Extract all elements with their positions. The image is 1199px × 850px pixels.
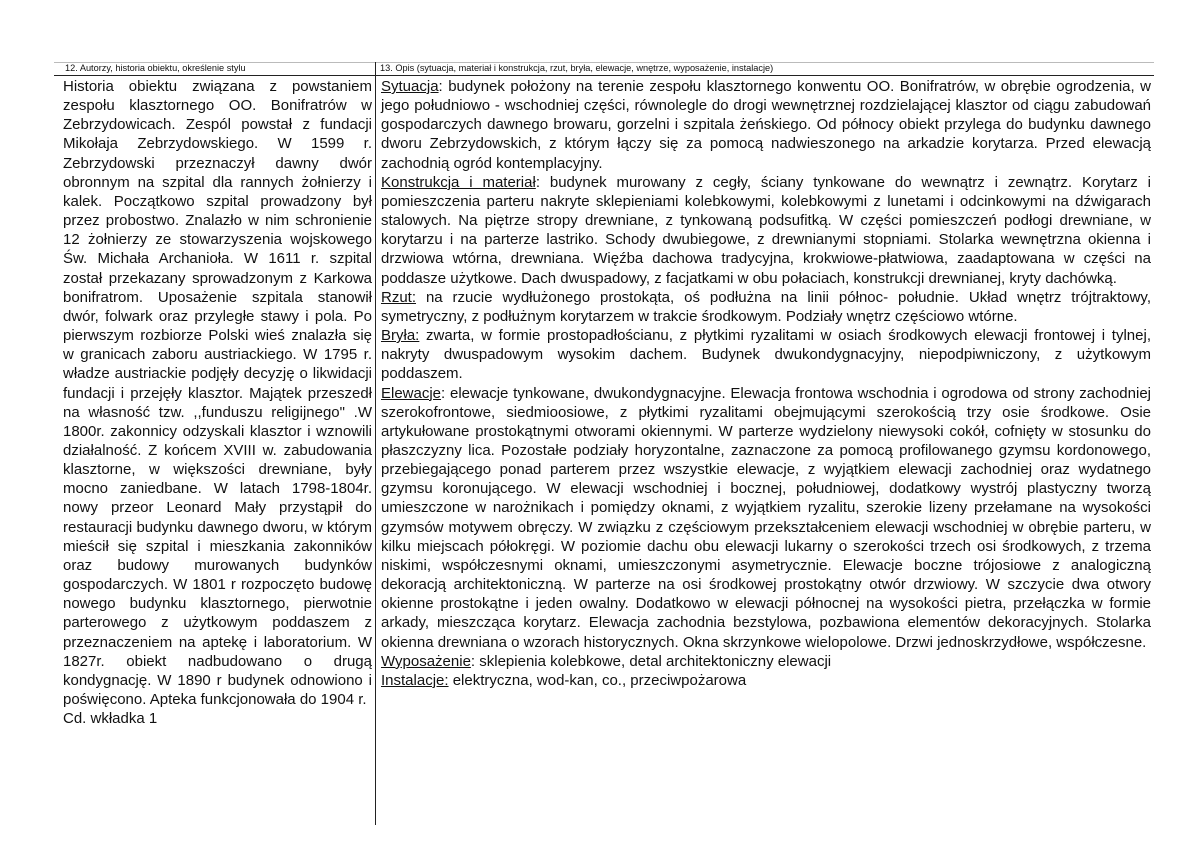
history-continuation-note: Cd. wkładka 1 bbox=[63, 710, 158, 728]
section-text: zwarta, w formie prostopadłościanu, z płytkimi ryzalitami w osiach środkowych elewacji frontowej i tylnej, nakryty dwuspadowym wysokim dachem. Budynek dwukondygnacyjny, niepodpiwniczony, z użytkowym poddaszem. bbox=[381, 327, 1151, 383]
description-header: 13. Opis (sytuacja, materiał i konstrukcja, rzut, bryła, elewacje, wnętrze, wyposażenie, instalacje) bbox=[376, 62, 1154, 76]
section-text: : elewacje tynkowane, dwukondygnacyjne. Elewacja frontowa wschodnia i ogrodowa od strony zachodniej szerokofrontowe, siedmioosiowe, z płytkimi ryzalitami obejmującymi szerokością trzy osie środkowe. Osie artykułowane prostokątnymi otworami okiennymi. W parterze wydzielony niewysoki cokół, cofnięty w stosunku do płaszczyzny lica. Pozostałe podziały horyzontalne, zaznaczone za pomocą profilowanego gzymsu kordonowego, przebiegającego ponad parterem przez wszystkie elewacje, z wyjątkiem elewacji zachodniej oraz wydatnego gzymsu koronującego. W elewacji wschodniej i bocznej, południowej, dodatkowy wystrój plastyczny tworzą umieszczone w narożnikach i pomiędzy oknami, z wyjątkiem ryzalitu, szerokie lizeny przełamane na wysokości gzymsów motywem obręczy. W związku z częściowym przekształceniem elewacji wschodniej w obrębie parteru, w kilku miejscach półokręgi. W poziomie dachu obu elewacji lukarny o szerokości trzech osi środkowych, z trzema niskimi, współczesnymi oknami, umieszczonymi asymetrycznie. Elewacje boczne trójosiowe z analogiczną dekoracją architektoniczną. W parterze na osi środkowej prostokątny otwór drzwiowy. W szczycie dwa otwory okienne prostokątne i jeden owalny. Dodatkowo w elewacji północnej na wysokości pietra, przełączka w formie arkady, mieszcząca korytarz. Elewacja zachodnia bezstylowa, pozbawiona elementów dekoracyjnych. Stolarka okienna drewniana o wzorach historycznych. Okna skrzynkowe wielopolowe. Drzwi jednoskrzydłowe, współczesne. bbox=[381, 384, 1151, 651]
section-heading: Elewacje bbox=[381, 384, 442, 402]
section-heading: Sytuacja bbox=[381, 78, 439, 95]
description-column bbox=[376, 62, 1154, 825]
section-text: : budynek położony na terenie zespołu klasztornego konwentu OO. Bonifratrów, w obrębie ogrodzenia, w jego południowo - wschodniej części, równolegle do drogi wewnętrznej rozdzielającej klasztor od ciągu zabudowań gospodarczych dawnego browaru, gorzelni i szpitala żeńskiego. Od północy obiekt przylega do budynku dawnego dworu Zebrzydowskich, z którym łączy się za pomocą nadwieszonego na arkadzie korytarza. Przed elewacją zachodnią ogród kontemplacyjny. bbox=[381, 78, 1151, 172]
history-column bbox=[54, 62, 376, 825]
section-bryla bbox=[381, 326, 1151, 383]
section-instalacje bbox=[381, 671, 1151, 690]
section-text: : budynek murowany z cegły, ściany tynkowane do wewnątrz i zewnątrz. Korytarz i pomieszczenia parteru nakryte sklepieniami kolebkowymi, kolebkowymi z lunetami i odcinkowymi na dźwigarach stalowych. Na piętrze stropy drewniane, z tynkowaną podsufitką. W części pomieszczeń podłogi drewniane, w korytarzu i na parterze lastriko. Schody dwubiegowe, z drewnianymi stopniami. Stolarka wewnętrzna okienna i drzwiowa wtórna, drewniana. Więźba dachowa tradycyjna, krokwiowe-płatwiowa, zaadaptowana w części na poddasze użytkowe. Dach dwuspadowy, z facjatkami w obu połaciach, konstrukcji drewnianej, kryty dachówką. bbox=[381, 173, 1152, 287]
description-body bbox=[376, 76, 1154, 690]
history-body bbox=[54, 76, 375, 728]
section-wyposazenie bbox=[381, 652, 1151, 671]
section-heading: Wyposażenie bbox=[381, 652, 471, 670]
section-heading: Konstrukcja i materiał bbox=[381, 173, 536, 191]
section-heading: Instalacje: bbox=[381, 671, 449, 689]
history-header: 12. Autorzy, historia obiektu, określenie stylu bbox=[54, 62, 375, 76]
section-konstrukcja bbox=[381, 173, 1151, 288]
section-elewacje bbox=[381, 384, 1151, 652]
history-text: Historia obiektu związana z powstaniem zespołu klasztornego OO. Bonifratrów w Zebrzydowicach. Zespól powstał z fundacji Mikołaja Zebrzydowskiego. W 1599 r. Zebrzydowski przeznaczył dawny dwór obronnym na szpital dla rannych żołnierzy i kalek. Początkowo szpital prowadzony był przez probostwo. Znalazło w nim schronienie 12 żołnierzy ze stowarzyszenia wojskowego Św. Michała Archanioła. W 1611 r. szpital został przekazany sprowadzonym z Karkowa bonifratrom. Uposażenie szpitala stanowił dwór, folwark oraz przyległe stawy i pola. Po pierwszym rozbiorze Polski wieś znalazła się w granicach zaboru austriackiego. W 1795 r. władze austriackie podjęły decyzję o likwidacji fundacji i przejęły klasztor. Majątek przeszedł na własność tzw. ,,funduszu religijnego" .W 1800r. zakonnicy odzyskali klasztor i wznowili działalność. Z końcem XVIII w. zabudowania klasztorne, w większości drewniane, były mocno zaniedbane. W latach 1798-1804r. nowy przeor Leonard Mały przystąpił do restauracji budynku dawnego dworu, w którym mieścił się szpital i mieszkania zakonników oraz budowy murowanych budynków gospodarczych. W 1801 r rozpoczęto budowę nowego budynku klasztornego, pierwotnie parterowego z użytkowym poddaszem z przeznaczeniem na aptekę i laboratorium. W 1827r. obiekt nadbudowano o drugą kondygnację. W 1890 r budynek odnowiono i poświęcono. Apteka funkcjonowała do 1904 r. bbox=[63, 78, 372, 708]
form-sheet bbox=[54, 62, 1154, 825]
section-text: elektryczna, wod-kan, co., przeciwpożarowa bbox=[448, 671, 747, 689]
section-heading: Rzut: bbox=[381, 288, 417, 306]
section-rzut bbox=[381, 288, 1151, 326]
section-sytuacja bbox=[381, 77, 1151, 173]
section-text: na rzucie wydłużonego prostokąta, oś podłużna na linii północ- południe. Układ wnętrz trójtraktowy, symetryczny, z podłużnym korytarzem w trakcie środkowym. Podziały wnętrz częściowo wtórne. bbox=[381, 288, 1151, 325]
section-text: : sklepienia kolebkowe, detal architektoniczny elewacji bbox=[470, 652, 832, 670]
section-heading: Bryła: bbox=[381, 327, 420, 345]
